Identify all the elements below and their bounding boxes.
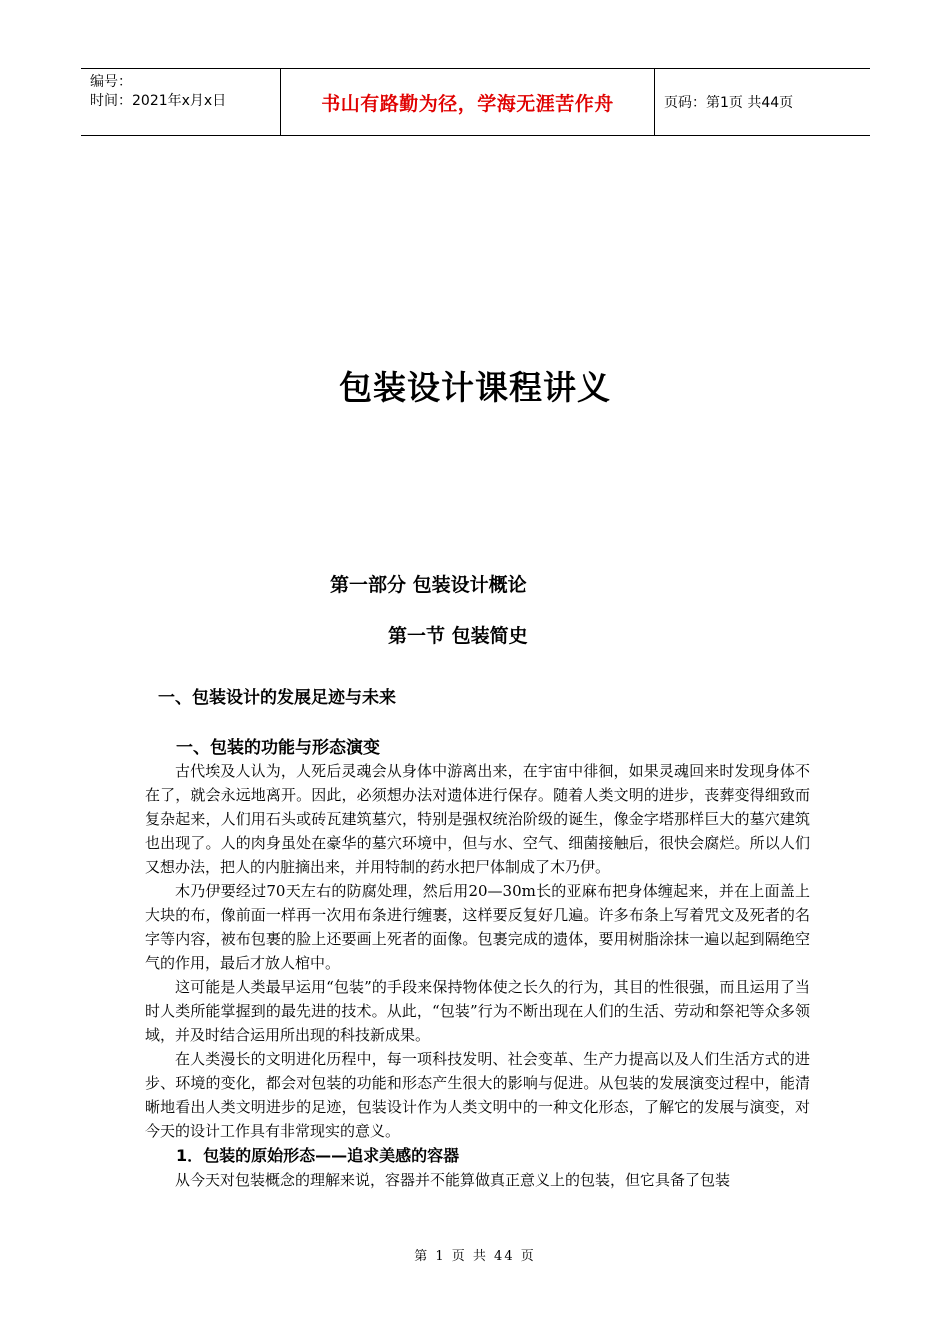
document-header (81, 68, 870, 136)
paragraph: 在人类漫长的文明进化历程中，每一项科技发明、社会变革、生产力提高以及人们生活方式的进步、环境的变化，都会对包装的功能和形态产生很大的影响与促进。从包装的发展演变过程中，能清晰地看出人类文明进步的足迹，包装设计作为人类文明中的一种文化形态，了解它的发展与演变，对今天的设计工作具有非常现实的意义。 (145, 1050, 810, 1140)
paragraph: 古代埃及人认为，人死后灵魂会从身体中游离出来，在宇宙中徘徊，如果灵魂回来时发现身体不在了，就会永远地离开。因此，必须想办法对遗体进行保存。随着人类文明的进步，丧葬变得细致而复杂起来，人们用石头或砖瓦建筑墓穴，特别是强权统治阶级的诞生，像金字塔那样巨大的墓穴建筑也出现了。人的肉身虽处在豪华的墓穴环境中，但与水、空气、细菌接触后，很快会腐烂。所以人们又想办法，把人的内脏摘出来，并用特制的药水把尸体制成了木乃伊。 (145, 762, 810, 876)
paragraph: 木乃伊要经过70天左右的防腐处理，然后用20—30m长的亚麻布把身体缠起来，并在上面盖上大块的布，像前面一样再一次用布条进行缠裹，这样要反复好几遍。许多布条上写着咒文及死者的名字等内容，被布包裹的脸上还要画上死者的面像。包裹完成的遗体，要用树脂涂抹一遍以起到隔绝空气的作用，最后才放人棺中。 (145, 882, 810, 972)
header-info-cell (81, 69, 281, 135)
body-text (145, 759, 810, 1192)
header-motto: 书山有路勤为径，学海无涯苦作舟 (321, 92, 614, 115)
document-date-label: 时间：2021年x月x日 (90, 93, 227, 109)
subchapter-heading: 一、包装的功能与形态演变 (176, 738, 380, 758)
paragraph: 从今天对包装概念的理解来说，容器并不能算做真正意义上的包装，但它具备了包装 (175, 1171, 731, 1189)
page-footer: 第 1 页 共 44 页 (414, 1249, 536, 1264)
header-motto-cell (281, 69, 655, 135)
header-page-info: 页码：第1页 共44页 (664, 95, 794, 111)
section-heading: 第一节 包装简史 (388, 625, 528, 647)
chapter-heading: 一、包装设计的发展足迹与未来 (158, 688, 396, 708)
paragraph: 这可能是人类最早运用“包装”的手段来保持物体使之长久的行为，其目的性很强，而且运用了当时人类所能掌握到的最先进的技术。从此，“包装”行为不断出现在人们的生活、劳动和祭祀等众多领域，并及时结合运用所出现的科技新成果。 (145, 978, 810, 1044)
document-title: 包装设计课程讲义 (339, 368, 611, 407)
part-heading: 第一部分 包装设计概论 (330, 574, 527, 596)
header-page-cell (655, 69, 870, 135)
document-number-label: 编号： (90, 74, 132, 90)
numbered-subheading: 1．包装的原始形态——追求美感的容器 (176, 1146, 460, 1165)
